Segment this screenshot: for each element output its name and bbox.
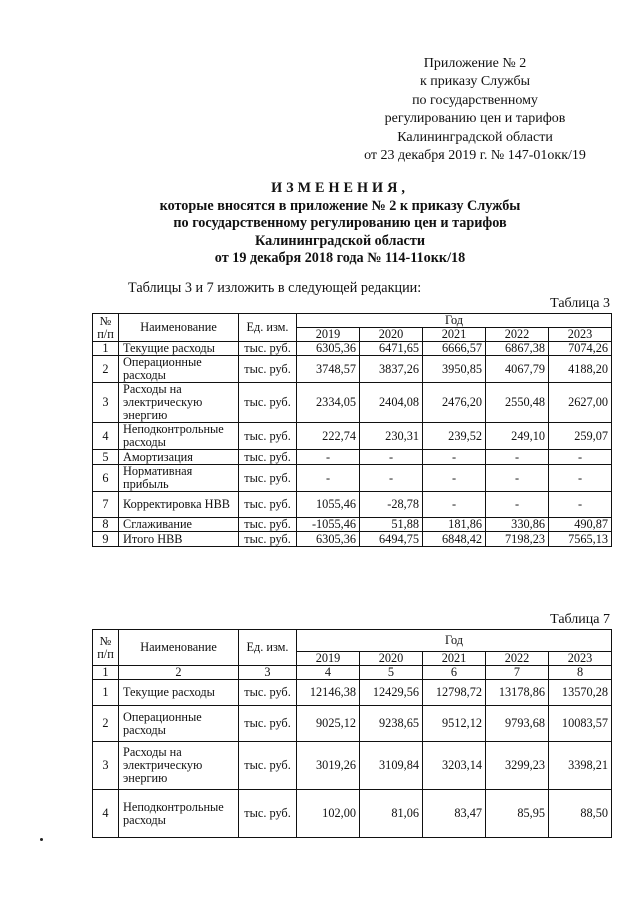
table-row [93, 532, 612, 547]
row-value: - [549, 450, 612, 465]
row-value: -1055,46 [297, 518, 360, 532]
row-number: 9 [93, 532, 119, 547]
year-header: 2020 [360, 328, 423, 342]
row-value: 181,86 [423, 518, 486, 532]
table-row [93, 706, 612, 742]
row-unit: тыс. руб. [239, 465, 297, 492]
row-number: 4 [93, 790, 119, 838]
col-header-year: Год [297, 314, 612, 328]
row-value: 85,95 [486, 790, 549, 838]
document-heading [70, 180, 610, 268]
row-value: 88,50 [549, 790, 612, 838]
table-row [93, 518, 612, 532]
row-value: 3203,14 [423, 742, 486, 790]
row-value: 9025,12 [297, 706, 360, 742]
row-unit: тыс. руб. [239, 518, 297, 532]
appendix-line: по государственному [412, 92, 538, 108]
col-header-name: Наименование [119, 314, 239, 342]
row-value: - [360, 465, 423, 492]
row-unit: тыс. руб. [239, 383, 297, 423]
row-value: 3109,84 [360, 742, 423, 790]
row-number: 1 [93, 342, 119, 356]
row-value: 259,07 [549, 423, 612, 450]
heading-line: по государственному регулированию цен и тарифов [173, 215, 507, 232]
table-row [93, 742, 612, 790]
column-number: 7 [486, 666, 549, 680]
column-number-row [93, 666, 612, 680]
col-header-num: № п/п [93, 630, 119, 666]
table-row [93, 790, 612, 838]
row-value: 222,74 [297, 423, 360, 450]
row-value: 3748,57 [297, 356, 360, 383]
row-value: 490,87 [549, 518, 612, 532]
year-header: 2021 [423, 328, 486, 342]
row-value: - [360, 450, 423, 465]
column-number: 2 [119, 666, 239, 680]
row-value: 1055,46 [297, 492, 360, 518]
row-value: - [297, 465, 360, 492]
row-value: 13570,28 [549, 680, 612, 706]
appendix-line: Приложение № 2 [423, 56, 527, 71]
appendix-line: от 23 декабря 2019 г. № 147-01окк/19 [364, 148, 586, 164]
row-value: 7074,26 [549, 342, 612, 356]
row-name: Неподконтрольные расходы [119, 790, 239, 838]
row-name: Итого НВВ [119, 532, 239, 547]
row-name: Нормативная прибыль [119, 465, 239, 492]
table-row [93, 423, 612, 450]
row-number: 2 [93, 356, 119, 383]
column-number: 3 [239, 666, 297, 680]
heading-line: от 19 декабря 2018 года № 114-11окк/18 [214, 250, 466, 267]
row-unit: тыс. руб. [239, 342, 297, 356]
row-value: 239,52 [423, 423, 486, 450]
row-number: 4 [93, 423, 119, 450]
appendix-line: к приказу Службы [420, 74, 530, 90]
row-name: Корректировка НВВ [119, 492, 239, 518]
table3-caption: Таблица 3 [550, 296, 610, 311]
col-header-unit: Ед. изм. [239, 630, 297, 666]
heading-line: которые вносятся в приложение № 2 к приказу Службы [159, 197, 521, 214]
row-value: 330,86 [486, 518, 549, 532]
column-number: 4 [297, 666, 360, 680]
year-header: 2019 [297, 652, 360, 666]
row-number: 1 [93, 680, 119, 706]
column-number: 8 [549, 666, 612, 680]
year-header: 2020 [360, 652, 423, 666]
row-value: 9512,12 [423, 706, 486, 742]
row-value: 2404,08 [360, 383, 423, 423]
col-header-year: Год [297, 630, 612, 652]
year-header: 2021 [423, 652, 486, 666]
row-number: 2 [93, 706, 119, 742]
row-value: 83,47 [423, 790, 486, 838]
row-value: 10083,57 [549, 706, 612, 742]
row-name: Неподконтрольные расходы [119, 423, 239, 450]
col-header-name: Наименование [119, 630, 239, 666]
row-value: 6867,38 [486, 342, 549, 356]
row-value: 51,88 [360, 518, 423, 532]
row-value: - [423, 450, 486, 465]
row-name: Амортизация [119, 450, 239, 465]
table-row [93, 383, 612, 423]
row-unit: тыс. руб. [239, 450, 297, 465]
row-value: 3950,85 [423, 356, 486, 383]
row-name: Расходы на электрическую энергию [119, 383, 239, 423]
heading-title: ИЗМЕНЕНИЯ, [271, 180, 409, 196]
row-unit: тыс. руб. [239, 532, 297, 547]
row-value: - [486, 465, 549, 492]
col-header-unit: Ед. изм. [239, 314, 297, 342]
row-name: Сглаживание [119, 518, 239, 532]
row-name: Операционные расходы [119, 706, 239, 742]
table-row [93, 450, 612, 465]
table-row [93, 680, 612, 706]
row-value: - [423, 465, 486, 492]
appendix-header [340, 55, 610, 165]
row-value: 12429,56 [360, 680, 423, 706]
row-unit: тыс. руб. [239, 492, 297, 518]
year-header: 2023 [549, 328, 612, 342]
row-value: 4067,79 [486, 356, 549, 383]
row-number: 3 [93, 742, 119, 790]
column-number: 6 [423, 666, 486, 680]
row-value: 3837,26 [360, 356, 423, 383]
row-value: - [486, 492, 549, 518]
row-value: 4188,20 [549, 356, 612, 383]
row-value: - [297, 450, 360, 465]
intro-text: Таблицы 3 и 7 изложить в следующей редакции: [128, 280, 422, 296]
row-name: Текущие расходы [119, 680, 239, 706]
row-value: 2550,48 [486, 383, 549, 423]
row-unit: тыс. руб. [239, 790, 297, 838]
row-value: - [486, 450, 549, 465]
row-number: 3 [93, 383, 119, 423]
row-value: 7198,23 [486, 532, 549, 547]
row-value: 9793,68 [486, 706, 549, 742]
row-unit: тыс. руб. [239, 356, 297, 383]
row-number: 5 [93, 450, 119, 465]
year-header: 2023 [549, 652, 612, 666]
table7-caption: Таблица 7 [550, 612, 610, 627]
row-value: 12798,72 [423, 680, 486, 706]
row-value: - [549, 492, 612, 518]
row-value: 2476,20 [423, 383, 486, 423]
row-value: 6848,42 [423, 532, 486, 547]
heading-line: Калининградской области [254, 232, 425, 249]
row-number: 7 [93, 492, 119, 518]
row-name: Операционные расходы [119, 356, 239, 383]
row-value: - [549, 465, 612, 492]
year-header: 2019 [297, 328, 360, 342]
row-name: Текущие расходы [119, 342, 239, 356]
row-value: 102,00 [297, 790, 360, 838]
row-number: 8 [93, 518, 119, 532]
year-header: 2022 [486, 652, 549, 666]
row-value: 6494,75 [360, 532, 423, 547]
row-unit: тыс. руб. [239, 423, 297, 450]
row-value: 7565,13 [549, 532, 612, 547]
column-number: 5 [360, 666, 423, 680]
row-name: Расходы на электрическую энергию [119, 742, 239, 790]
table-row [93, 492, 612, 518]
row-value: 249,10 [486, 423, 549, 450]
row-value: 81,06 [360, 790, 423, 838]
row-value: 2627,00 [549, 383, 612, 423]
row-unit: тыс. руб. [239, 680, 297, 706]
row-value: 2334,05 [297, 383, 360, 423]
row-value: 3398,21 [549, 742, 612, 790]
table-7 [92, 629, 612, 838]
row-value: 3019,26 [297, 742, 360, 790]
col-header-num: № п/п [93, 314, 119, 342]
row-value: 6305,36 [297, 532, 360, 547]
row-value: 13178,86 [486, 680, 549, 706]
year-header: 2022 [486, 328, 549, 342]
scan-speck [40, 838, 43, 841]
row-value: - [423, 492, 486, 518]
row-unit: тыс. руб. [239, 742, 297, 790]
table-3 [92, 313, 612, 547]
row-number: 6 [93, 465, 119, 492]
row-value: 230,31 [360, 423, 423, 450]
row-value: 6305,36 [297, 342, 360, 356]
row-value: -28,78 [360, 492, 423, 518]
table-row [93, 342, 612, 356]
column-number: 1 [93, 666, 119, 680]
appendix-line: Калининградской области [397, 129, 553, 145]
row-value: 3299,23 [486, 742, 549, 790]
row-value: 12146,38 [297, 680, 360, 706]
row-value: 6666,57 [423, 342, 486, 356]
table-row [93, 356, 612, 383]
row-unit: тыс. руб. [239, 706, 297, 742]
row-value: 6471,65 [360, 342, 423, 356]
table-row [93, 465, 612, 492]
appendix-line: регулированию цен и тарифов [384, 111, 566, 127]
row-value: 9238,65 [360, 706, 423, 742]
